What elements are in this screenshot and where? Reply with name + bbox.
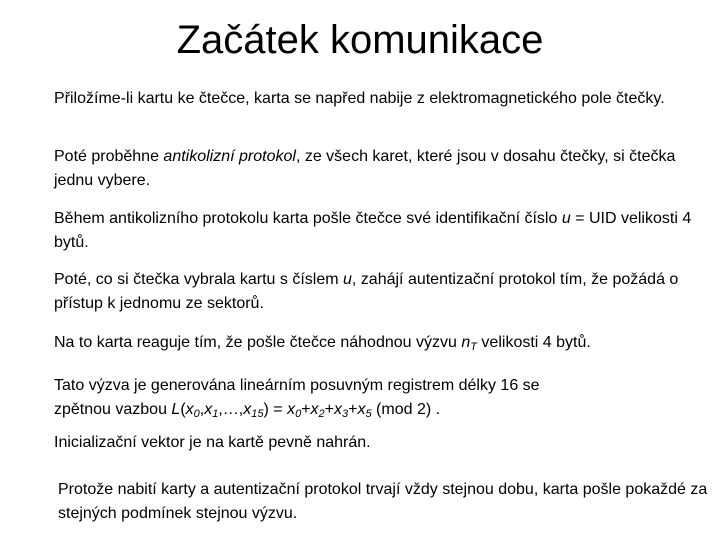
subscript: 5 bbox=[365, 408, 372, 420]
formula-symbol: = bbox=[268, 401, 288, 418]
subscript: 0 bbox=[193, 408, 200, 420]
subscript: 0 bbox=[295, 408, 302, 420]
paragraph-authentication bbox=[54, 268, 704, 316]
text-segment: velikosti 4 bytů. bbox=[476, 334, 591, 351]
paragraph-conclusion: Protože nabití karty a autentizační protokol trvají vždy stejnou dobu, karta pošle pokaždé za stejných podmínek stejnou výzvu. bbox=[58, 481, 708, 522]
text-segment: Poté, co si čtečka vybrala kartu s číslem bbox=[54, 271, 343, 288]
formula-symbol: ( bbox=[180, 401, 186, 418]
paragraph-challenge bbox=[54, 331, 704, 355]
paragraph-uid bbox=[54, 207, 704, 255]
paragraph-card-charging: Přiložíme-li kartu ke čtečce, karta se napřed nabije z elektromagnetického pole čtečky. bbox=[54, 90, 665, 107]
italic-variable: u bbox=[343, 271, 352, 288]
paragraph-init-vector: Inicializační vektor je na kartě pevně nahrán. bbox=[54, 434, 371, 451]
formula-symbol: x bbox=[357, 401, 366, 418]
text-segment: , ze všech karet, které jsou v dosahu čtečky, si čtečka jednu vybere. bbox=[54, 148, 676, 189]
italic-term: antikolizní protokol bbox=[163, 148, 296, 165]
text-segment: Poté proběhne bbox=[54, 148, 164, 165]
subscript: 3 bbox=[342, 408, 349, 420]
subscript: T bbox=[470, 341, 477, 353]
text-segment: Během antikolizního protokolu karta pošle čtečce své identifikační číslo bbox=[54, 210, 562, 227]
subscript: 2 bbox=[318, 408, 325, 420]
paragraph-lfsr bbox=[54, 374, 704, 422]
italic-variable: u bbox=[561, 210, 571, 227]
subscript: 1 bbox=[212, 408, 219, 420]
text-segment: zpětnou vazbou bbox=[54, 401, 172, 418]
formula-symbol: x bbox=[287, 401, 296, 418]
formula-symbol: + bbox=[348, 401, 358, 418]
formula-symbol: ) bbox=[263, 401, 269, 418]
italic-variable: n bbox=[461, 334, 471, 351]
formula-symbol: x bbox=[185, 401, 194, 418]
paragraph-anticollision bbox=[54, 145, 704, 193]
formula-symbol: x bbox=[310, 401, 319, 418]
formula-symbol: x bbox=[334, 401, 342, 418]
formula-symbol: ,…, bbox=[218, 401, 244, 418]
text-line: Tato výzva je generována lineárním posuvným registrem délky 16 se bbox=[54, 377, 540, 394]
formula-symbol: , bbox=[199, 401, 205, 418]
formula-symbol: + bbox=[324, 401, 334, 418]
formula-symbol: x bbox=[204, 401, 213, 418]
text-segment: = UID velikosti 4 bytů. bbox=[54, 210, 692, 251]
text-segment: (mod 2) . bbox=[371, 401, 441, 418]
subscript: 15 bbox=[251, 408, 264, 420]
formula-symbol: L bbox=[171, 401, 181, 418]
formula-symbol: + bbox=[301, 401, 311, 418]
page-title: Začátek komunikace bbox=[176, 18, 544, 62]
text-segment: Na to karta reaguje tím, že pošle čtečce náhodnou výzvu bbox=[54, 334, 462, 351]
text-segment: , zahájí autentizační protokol tím, že požádá o přístup k jednomu ze sektorů. bbox=[54, 271, 679, 312]
formula-symbol: x bbox=[243, 401, 252, 418]
